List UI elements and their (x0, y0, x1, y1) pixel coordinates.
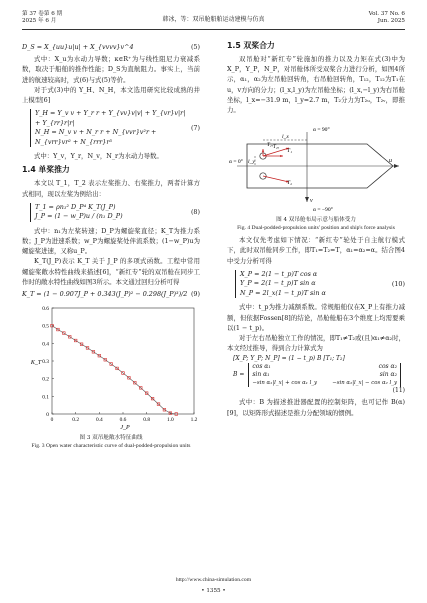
paragraph: 本文仅先考虑如下情况：“新红专”轮处于自主航行模式下，此时双吊舱同步工作，即T₁=T₂=T，α₁=α₂=α。结合图4中受力分析可得 (227, 236, 405, 265)
paragraph: 式中：Y_v，Y_r，N_v，N_r为水动力导数。 (34, 152, 163, 161)
paragraph: 本文以 T_1，T_2 表示左桨推力、右桨推力，两者计算方式相同，现以左桨为例给出： (22, 179, 200, 198)
matrix-cell: cos α₁ (252, 363, 271, 371)
equation-5 (22, 42, 200, 52)
v-arrowhead (305, 197, 309, 202)
matrix-cell: −sin α₂|l_x| − cos α₂ l_y (332, 380, 397, 387)
journal-url: http://www.china-simulation.com (175, 577, 252, 583)
equation-10 (227, 268, 405, 301)
paragraph: 式中：X_u为水动力导数；κ∈R⁺为与线性阻尼力衰减系数，取决于船舶的推作性能；D_S为直航阻力。事实上，当前进的航速较高时，式(6)与式(5)等价。 (22, 55, 200, 84)
equation-line: N_H = N_v v + N_r r + N_{vvr}v²r + N_{vrr}vr² + N_{rrr}r³ (35, 128, 157, 146)
y-tick-label: 0.6 (42, 306, 49, 313)
paragraph: 双吊舱对“新红专”轮施加的推力以及力矩在式(3)中为X_P，Y_P，N_P，对吊舱体所受双桨合力进行分析，如图4所示，α₁，α₂为左吊舱回转角，右吊舱回转角，T₁₂，T₁₂为T₁在u，v方向的分力；(l_x,l_y)为左吊舱坐标；(l_x,−l_y)为右吊舱坐标，l_x=−31.9 m，l_y=2.7 m，T₂分力为T₂ᵤ，T₂ᵥ，即推力。 (227, 55, 405, 115)
kt-curve (52, 326, 176, 414)
section-heading: 1.5 双桨合力 (227, 41, 275, 50)
figure-4-caption-cn: 图 4 双吊舱布局示意与船体受力 (276, 217, 356, 224)
issue-date-en: Jun. 2025 (377, 18, 405, 24)
equation-10-number: (10) (391, 279, 405, 288)
alpha-90-label: α = 90° (313, 127, 330, 134)
issue-date: 2025 年 6 月 (22, 18, 57, 24)
u-arrowhead (394, 164, 399, 168)
equation-11-lhs: [X_P; Y_P; N_P] = (1 − t_p) B [T₁; T₂] (233, 355, 345, 363)
equation-9-number: (9) (190, 290, 200, 299)
x-axis-label: J_P (120, 425, 130, 432)
y-tick-label: 0.3 (42, 359, 49, 366)
x-tick-label: 0.6 (119, 417, 127, 424)
equation-line: X_P = 2(1 − t_p)T cos α (240, 269, 318, 278)
equation-8 (22, 201, 200, 224)
alpha-m90-label: α = −90° (313, 207, 333, 214)
t1-label: T₁ (287, 148, 293, 155)
figure-4-caption-en: Fig. 4 Dual-podded-propulsion units' position and ship's force analysis (237, 224, 395, 231)
figure-4 (227, 118, 405, 232)
matrix-cell: sin α₁ (252, 371, 270, 379)
page-number: • 1355 • (201, 588, 226, 594)
plot-frame (52, 308, 194, 414)
equation-line: J_P = (1 − w_P)u / (n₁ D_P) (35, 212, 123, 221)
equation-7-body (30, 109, 191, 147)
v-axis-label: v (310, 198, 313, 205)
equation-7-number: (7) (190, 124, 200, 133)
paragraph: 式中：t_p为推力减额系数。常规船舶仅在X_P上有推力减额，但依据Fossen[8]的结论，吊舱舱船在3个维度上均需要乘以(1 − t_p)。 (227, 303, 405, 332)
x-tick-label: 0.8 (143, 417, 151, 424)
matrix-b-label: B = (233, 371, 245, 379)
header-right (369, 11, 405, 25)
equation-line: Y_P = 2(1 − t_p)T sin α (240, 279, 316, 288)
x-tick-label: 0 (50, 417, 54, 424)
paragraph: 式中：B 为描述推进器配置的控制矩阵，也可记作 B(α)[9]，以矩阵形式描述是推力分配领域的惯例。 (227, 398, 405, 417)
section-heading: 1.4 单桨推力 (22, 165, 70, 175)
y-tick-label: 0.4 (42, 341, 49, 348)
chart-points (51, 325, 178, 416)
equation-5-number: (5) (190, 43, 200, 51)
matrix-b-body (248, 363, 401, 387)
figure-3 (22, 302, 200, 450)
equation-5-body: D_S = X_{uu}u|u| + X_{vvvv}v^4 (22, 43, 134, 51)
equation-11 (233, 355, 405, 395)
t1v-label: T₁ᵥ (267, 142, 274, 149)
paragraph: 式中：n₁为左桨转速；D_P为螺旋桨直径；K_T为推力系数；J_P为进速系数；w_P为螺旋桨处伴流系数；(1−w_P)u为螺旋桨进速，又称u_P。 (22, 226, 200, 256)
equation-11-matrix (233, 363, 405, 387)
volume-issue: 第 37 卷第 6 期 (22, 11, 63, 17)
figure-3-caption-cn: 图 3 双吊舱敞水特征曲线 (79, 435, 143, 442)
equation-8-body (30, 203, 123, 222)
figure-3-caption-en: Fig. 3 Open water characteristic curve of dual-podded-propulsion units (31, 442, 191, 449)
t2-vector (263, 176, 289, 182)
y-axis-label: K_T (30, 360, 42, 367)
paragraph: 对于左右吊舱独立工作的情况，即T₁≠T₂或(且)α₁≠α₂时，本文经过推导，得到合力计算式为 (227, 333, 405, 353)
t1v-vector-head (262, 149, 264, 152)
matrix-cell: −sin α₁|l_x| + cos α₁ l_y (252, 380, 318, 387)
kt-chart (22, 302, 200, 432)
header-title: 韩冰，等：双吊舱船舶运动建模与仿真 (162, 16, 265, 23)
equation-10-body (235, 270, 326, 299)
equation-9 (22, 289, 200, 299)
matrix-cell: cos α₂ (378, 363, 397, 371)
chart-axes (42, 306, 197, 423)
x-tick-label: 0.2 (72, 417, 80, 424)
running-header (22, 10, 405, 30)
t1u-vector-head (280, 155, 283, 157)
equation-line: Y_H = Y_v v + Y_r r + Y_{vv}v|v| + Y_{vr}v|r| + Y_{rr}r|r| (35, 109, 186, 127)
equation-11-number: (11) (392, 387, 405, 395)
equation-9-body: K_T = (1 − 0.907J_P + 0.343(J_P)² − 0.298(J_P)³)/2 (22, 290, 188, 299)
t2-label: T₂ (287, 180, 293, 187)
y-tick-label: 0.5 (42, 323, 49, 330)
lx-label: l_x (282, 134, 289, 141)
t1u-label: T₁ᵤ (273, 144, 280, 151)
ly-label: l_y (248, 159, 255, 166)
y-tick-label: 0 (46, 412, 49, 419)
y-tick-label: 0.2 (42, 376, 49, 383)
left-column (22, 40, 200, 453)
x-tick-label: 1.2 (190, 417, 198, 424)
x-tick-label: 0.4 (95, 417, 103, 424)
equation-8-number: (8) (190, 208, 200, 217)
u-axis-label: u (389, 158, 392, 165)
right-column (227, 40, 405, 418)
paragraph: 对于式(3)中的 Y_H、N_H，本文选用研究比较成熟的井上模型[6] (22, 85, 200, 105)
equation-7 (22, 107, 200, 149)
paragraph: K_T(J_P)表示 K_T 关于 J_P 的多项式函数。工程中常用螺旋桨敞水特性曲线来描述[6]，“新红专”轮的双吊舱在同步工作时的敞水特性曲线如图3所示。本文通过回归分析可得 (22, 257, 200, 286)
y-tick-label: 0.1 (42, 394, 49, 401)
equation-line: T_1 = ρn₁² D_P⁴ K_T(J_P) (35, 202, 116, 211)
matrix-cell: sin α₂ (379, 371, 397, 379)
volume-issue-en: Vol. 37 No. 6 (368, 11, 405, 17)
alpha-0-label: α = 0° (229, 159, 243, 166)
pod-diagram (227, 118, 405, 214)
equation-line: N_P = 2l_x(1 − t_p)T sin α (240, 288, 326, 297)
x-tick-label: 1.0 (166, 417, 174, 424)
